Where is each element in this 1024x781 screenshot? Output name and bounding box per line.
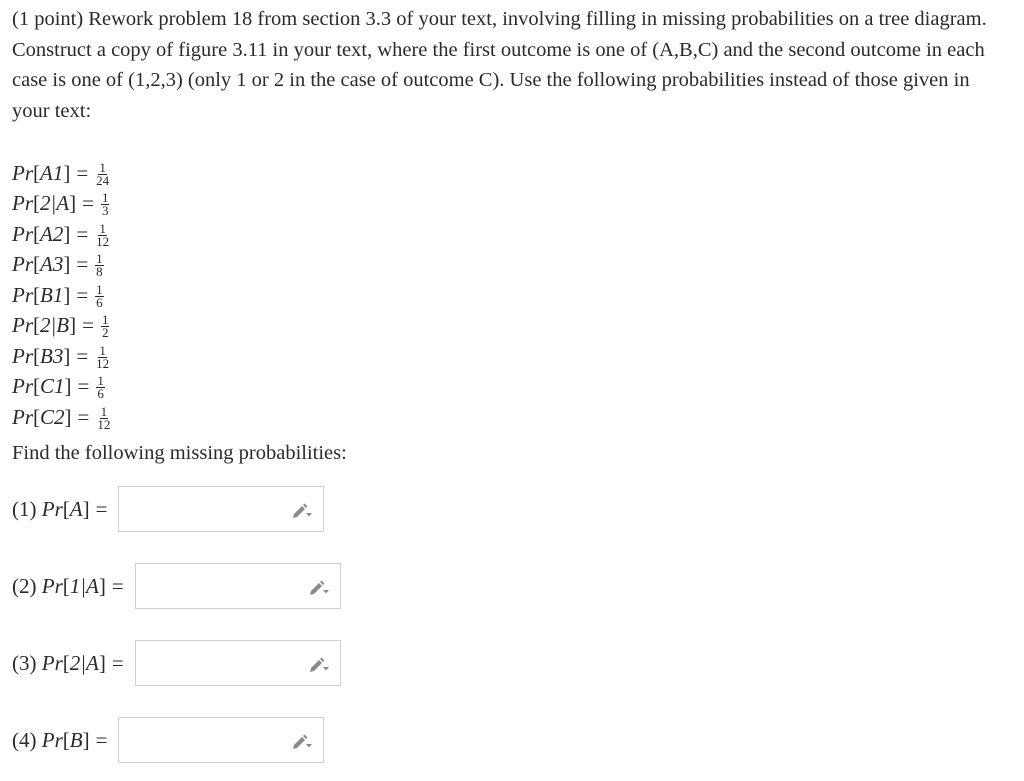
given-probability bbox=[12, 280, 111, 311]
equals-sign: = bbox=[76, 221, 89, 246]
bracket-close: ] bbox=[63, 221, 71, 246]
fraction bbox=[101, 192, 110, 217]
fraction-numerator: 1 bbox=[99, 220, 106, 236]
answer-box bbox=[135, 563, 341, 609]
question-1 bbox=[12, 486, 324, 532]
question-number: (4) bbox=[12, 727, 37, 752]
bracket-open: [ bbox=[33, 160, 40, 185]
equals-sign: = bbox=[82, 191, 94, 216]
fraction-denominator: 12 bbox=[97, 416, 111, 432]
equals-sign: = bbox=[111, 573, 124, 598]
equals-sign: = bbox=[76, 282, 89, 307]
bracket-open: [ bbox=[33, 404, 40, 429]
given-probability bbox=[12, 250, 111, 281]
equals-sign: = bbox=[95, 727, 108, 752]
fraction bbox=[96, 403, 111, 432]
bracket-close: ] bbox=[69, 191, 77, 216]
question-number: (3) bbox=[12, 650, 37, 675]
event-label: C2 bbox=[40, 404, 65, 429]
bracket-close: ] bbox=[64, 404, 72, 429]
fraction-numerator: 1 bbox=[99, 342, 106, 358]
bracket-close: ] bbox=[63, 282, 71, 307]
pr-symbol: Pr bbox=[41, 496, 63, 521]
answer-input[interactable] bbox=[119, 718, 295, 762]
pr-symbol: Pr bbox=[41, 727, 63, 752]
equals-sign: = bbox=[95, 496, 108, 521]
given-probabilities bbox=[12, 158, 111, 433]
fraction-numerator: 1 bbox=[101, 312, 109, 328]
pr-symbol: Pr bbox=[41, 650, 63, 675]
event-label: 2|A bbox=[40, 191, 70, 216]
fraction-denominator: 2 bbox=[101, 325, 109, 341]
fraction bbox=[95, 281, 104, 310]
bracket-close: ] bbox=[82, 727, 90, 752]
fraction-numerator: 1 bbox=[99, 159, 106, 175]
bracket-open: [ bbox=[33, 282, 40, 307]
fraction bbox=[95, 342, 110, 371]
event-label: A1 bbox=[40, 160, 64, 185]
question-prompt: Find the following missing probabilities: bbox=[12, 442, 347, 464]
pr-symbol: Pr bbox=[12, 282, 33, 307]
bracket-close: ] bbox=[64, 374, 72, 399]
fraction bbox=[101, 314, 110, 339]
question-number: (1) bbox=[12, 496, 37, 521]
pr-symbol: Pr bbox=[12, 191, 33, 216]
fraction-denominator: 3 bbox=[101, 203, 109, 219]
fraction bbox=[95, 220, 110, 249]
pr-symbol: Pr bbox=[12, 313, 33, 338]
fraction-denominator: 6 bbox=[96, 294, 103, 310]
fraction-denominator: 24 bbox=[96, 172, 110, 188]
equals-sign: = bbox=[76, 160, 89, 185]
pencil-dropdown-icon[interactable] bbox=[308, 655, 330, 673]
bracket-open: [ bbox=[62, 496, 70, 521]
bracket-close: ] bbox=[98, 650, 106, 675]
fraction-denominator: 12 bbox=[96, 355, 110, 371]
fraction-numerator: 1 bbox=[96, 251, 103, 267]
problem-intro: (1 point) Rework problem 18 from section 3.3 of your text, involving filling in missing probabilities on a tree diagram. Construct a copy of figure 3.11 in your text, where the first outcome is one of (A,B,C) and the second outcome in each case is one of (1,2,3) (only 1 or 2 in the case of outcome C). Use the following probabilities instead of those given in your text: bbox=[12, 8, 987, 122]
fraction bbox=[95, 253, 104, 278]
event-label: 2|B bbox=[40, 313, 70, 338]
equals-sign: = bbox=[77, 404, 90, 429]
pr-symbol: Pr bbox=[12, 252, 33, 277]
fraction-denominator: 12 bbox=[96, 233, 110, 249]
bracket-close: ] bbox=[63, 252, 71, 277]
event-label: A2 bbox=[40, 221, 64, 246]
answer-input[interactable] bbox=[136, 564, 312, 608]
given-probability bbox=[12, 158, 111, 189]
bracket-close: ] bbox=[69, 313, 77, 338]
event-label: 2|A bbox=[69, 650, 99, 675]
bracket-open: [ bbox=[62, 650, 70, 675]
pr-symbol: Pr bbox=[12, 374, 33, 399]
bracket-open: [ bbox=[62, 573, 70, 598]
fraction-numerator: 1 bbox=[100, 403, 108, 419]
equals-sign: = bbox=[82, 313, 94, 338]
event-label: B1 bbox=[40, 282, 64, 307]
fraction-denominator: 6 bbox=[97, 386, 104, 402]
question-3 bbox=[12, 640, 341, 686]
given-probability bbox=[12, 311, 111, 342]
pencil-dropdown-icon[interactable] bbox=[308, 578, 330, 596]
answer-input[interactable] bbox=[119, 487, 295, 531]
equals-sign: = bbox=[76, 252, 89, 277]
bracket-open: [ bbox=[33, 313, 40, 338]
equals-sign: = bbox=[76, 343, 89, 368]
event-label: C1 bbox=[40, 374, 65, 399]
bracket-close: ] bbox=[98, 573, 106, 598]
equals-sign: = bbox=[77, 374, 90, 399]
event-label: B3 bbox=[40, 343, 64, 368]
bracket-open: [ bbox=[33, 374, 40, 399]
given-probability bbox=[12, 189, 111, 220]
bracket-open: [ bbox=[33, 252, 40, 277]
pr-symbol: Pr bbox=[12, 343, 33, 368]
fraction-numerator: 1 bbox=[101, 190, 109, 206]
fraction bbox=[96, 375, 105, 400]
fraction bbox=[95, 159, 110, 188]
equals-sign: = bbox=[111, 650, 124, 675]
bracket-open: [ bbox=[33, 343, 40, 368]
event-label: A3 bbox=[40, 252, 64, 277]
answer-input[interactable] bbox=[136, 641, 312, 685]
fraction-numerator: 1 bbox=[96, 281, 103, 297]
pr-symbol: Pr bbox=[12, 404, 33, 429]
answer-box bbox=[118, 717, 324, 763]
fraction-denominator: 8 bbox=[96, 264, 103, 280]
given-probability bbox=[12, 219, 111, 250]
bracket-close: ] bbox=[63, 160, 71, 185]
bracket-close: ] bbox=[63, 343, 71, 368]
given-probability bbox=[12, 341, 111, 372]
event-label: 1|A bbox=[69, 573, 99, 598]
pr-symbol: Pr bbox=[12, 160, 33, 185]
question-2 bbox=[12, 563, 341, 609]
pr-symbol: Pr bbox=[41, 573, 63, 598]
event-label: A bbox=[69, 496, 83, 521]
question-number: (2) bbox=[12, 573, 37, 598]
bracket-open: [ bbox=[33, 221, 40, 246]
answer-box bbox=[135, 640, 341, 686]
bracket-close: ] bbox=[82, 496, 90, 521]
given-probability bbox=[12, 402, 111, 433]
pencil-dropdown-icon[interactable] bbox=[291, 501, 313, 519]
event-label: B bbox=[69, 727, 83, 752]
fraction-numerator: 1 bbox=[97, 373, 104, 389]
bracket-open: [ bbox=[62, 727, 70, 752]
answer-box bbox=[118, 486, 324, 532]
pencil-dropdown-icon[interactable] bbox=[291, 732, 313, 750]
pr-symbol: Pr bbox=[12, 221, 33, 246]
given-probability bbox=[12, 372, 111, 403]
question-4 bbox=[12, 717, 324, 763]
bracket-open: [ bbox=[33, 191, 40, 216]
